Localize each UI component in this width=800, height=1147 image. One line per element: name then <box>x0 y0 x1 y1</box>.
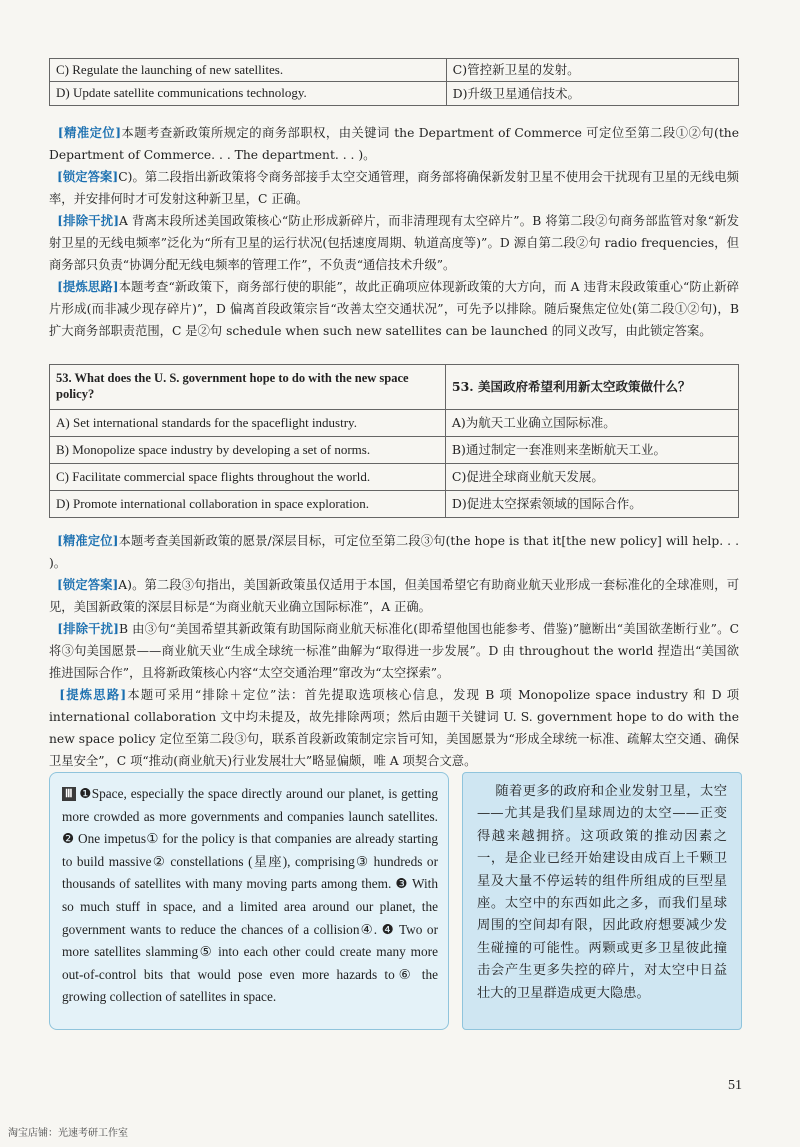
table-row <box>50 464 739 491</box>
passage-chinese <box>477 781 727 1005</box>
option-en: A) Set international standards for the spaceflight industry. <box>50 410 446 437</box>
locate-tag: [精准定位] <box>57 533 119 548</box>
table-row <box>50 410 739 437</box>
option-zh: A)为航天工业确立国际标准。 <box>445 410 738 437</box>
footer-shop-name: 淘宝店铺：光速考研工作室 <box>8 1128 128 1139</box>
passage-chinese-box <box>462 772 742 1030</box>
option-zh: C)促进全球商业航天发展。 <box>445 464 738 491</box>
option-en: D) Update satellite communications technology. <box>50 82 447 105</box>
exclude-text: A 背离末段所述美国政策核心“防止形成新碎片，而非清理现有太空碎片”。B 将第二段②句商务部监管对象“新发射卫星的无线电频率”泛化为“所有卫星的运行状况(包括速度周期、轨道高度等)”。D 源自第二段②句 radio frequencies，但商务部只负责“协调分配无线电频率的管理工作”，不负责“通信技术升级”。 <box>49 214 739 272</box>
option-zh: B)通过制定一套准则来垄断航天工业。 <box>445 437 738 464</box>
q53-exclude <box>49 618 739 684</box>
locate-text: 本题考查美国新政策的愿景/深层目标，可定位至第二段③句(the hope is that it[the new policy] will help. . . )。 <box>49 534 739 570</box>
answer-tag: [锁定答案] <box>56 169 119 184</box>
q52-answer <box>49 166 739 210</box>
table-row <box>50 59 739 82</box>
q52-options-table <box>49 58 739 106</box>
passage-english <box>62 783 438 1009</box>
table-row <box>50 491 739 518</box>
locate-text: 本题考查新政策所规定的商务部职权，由关键词 the Department of Commerce 可定位至第二段①②句(the Department of Commerce. . . The department. . . )。 <box>49 126 739 162</box>
option-en: D) Promote international collaboration in space exploration. <box>50 491 446 518</box>
locate-tag: [精准定位] <box>57 125 122 140</box>
refine-tag: [提炼思路] <box>57 279 119 294</box>
passage-english-text: ❶Space, especially the space directly around our planet, is getting more crowded as more governments and companies launch satellites. ❷ One impetus① for the policy is that companies are already starting to build massive② constellations (星座), comprising③ hundreds or thousands of satellites with many moving parts among them. ❸ With so much stuff in space, and a limited area around our planet, the government wants to reduce the chances of a collision④. ❹ Two or more satellites slamming⑤ into each other could create many more out-of-control bits that would pose even more hazards to⑥ the growing collection of satellites in space. <box>62 786 438 1005</box>
exclude-text: B 由③句“美国希望其新政策有助国际商业航天标准化(即希望他国也能参考、借鉴)”臆断出“美国欲垄断行业”。C 将③句美国愿景——商业航天业“生成全球统一标准”曲解为“取得进一步发展”。D 由 throughout the world 捏造出“美国欲推进国际合作”，且将新政策核心内容“太空交通治理”窜改为“太空探索”。 <box>49 622 739 680</box>
passage-chinese-text: 随着更多的政府和企业发射卫星，太空——尤其是我们星球周边的太空——正变得越来越拥挤。这项政策的推动因素之一，是企业已经开始建设由成百上千颗卫星及大量不停运转的组件所组成的巨型星座。太空中的东西如此之多，而我们星球周围的空间却有限，因此政府想要减少发生碰撞的可能性。两颗或更多卫星彼此撞击会产生更多失控的碎片，对太空中日益壮大的卫星群造成更大隐患。 <box>477 784 727 1001</box>
q53-answer <box>49 574 739 618</box>
q52-locate <box>49 122 739 166</box>
refine-tag: [提炼思路] <box>59 687 127 702</box>
section-marker: Ⅲ <box>62 787 76 801</box>
table-row <box>50 437 739 464</box>
page-number: 51 <box>728 1078 742 1093</box>
q53-locate <box>49 530 739 574</box>
option-en: C) Facilitate commercial space flights throughout the world. <box>50 464 446 491</box>
option-en: C) Regulate the launching of new satellites. <box>50 59 447 82</box>
q53-options-table <box>49 364 739 518</box>
option-zh: D)升级卫星通信技术。 <box>446 82 738 105</box>
question-en: 53. What does the U. S. government hope to do with the new space policy? <box>50 365 446 410</box>
table-row <box>50 82 739 105</box>
passage-english-box <box>49 772 449 1030</box>
refine-text: 本题可采用“排除＋定位”法：首先提取选项核心信息，发现 B 项 Monopolize space industry 和 D 项 international collaboration 文中均未提及，故先排除两项；然后由题干关键词 U. S. government hope to do with the new space policy 定位至第二段③句，联系首段新政策制定宗旨可知，美国愿景为“形成全球统一标准、疏解太空交通、确保卫星安全”，C 项“推动(商业航天)行业发展壮大”略显偏颇，唯 A 项契合文意。 <box>49 688 739 768</box>
q52-exclude <box>49 210 739 276</box>
answer-text: C)。第二段指出新政策将令商务部接手太空交通管理，商务部将确保新发射卫星不使用会干扰现有卫星的无线电频率，并安排何时才可发射这种新卫星，C 正确。 <box>49 170 739 206</box>
exclude-tag: [排除干扰] <box>57 213 120 228</box>
option-en: B) Monopolize space industry by developing a set of norms. <box>50 437 446 464</box>
table-row <box>50 365 739 410</box>
answer-text: A)。第二段③句指出，美国新政策虽仅适用于本国，但美国希望它有助商业航天业形成一套标准化的全球准则，可见，美国新政策的深层目标是“为商业航天业确立国际标准”，A 正确。 <box>49 578 739 614</box>
q53-refine <box>49 684 739 772</box>
answer-tag: [锁定答案] <box>57 577 119 592</box>
question-zh: 53. 美国政府希望利用新太空政策做什么？ <box>445 365 738 410</box>
option-zh: D)促进太空探索领域的国际合作。 <box>445 491 738 518</box>
option-zh: C)管控新卫星的发射。 <box>446 59 738 82</box>
refine-text: 本题考查“新政策下，商务部行使的职能”，故此正确项应体现新政策的大方向，而 A 违背末段政策重心“防止新碎片形成(而非减少现存碎片)”，D 偏离首段政策宗旨“改善太空交通状况”，可先予以排除。随后聚焦定位处(第二段①②句)，B 扩大商务部职责范围，C 是②句 schedule when such new satellites can be launched 的同义改写，由此锁定答案。 <box>49 280 740 338</box>
q52-refine <box>49 276 739 342</box>
exclude-tag: [排除干扰] <box>57 621 119 636</box>
